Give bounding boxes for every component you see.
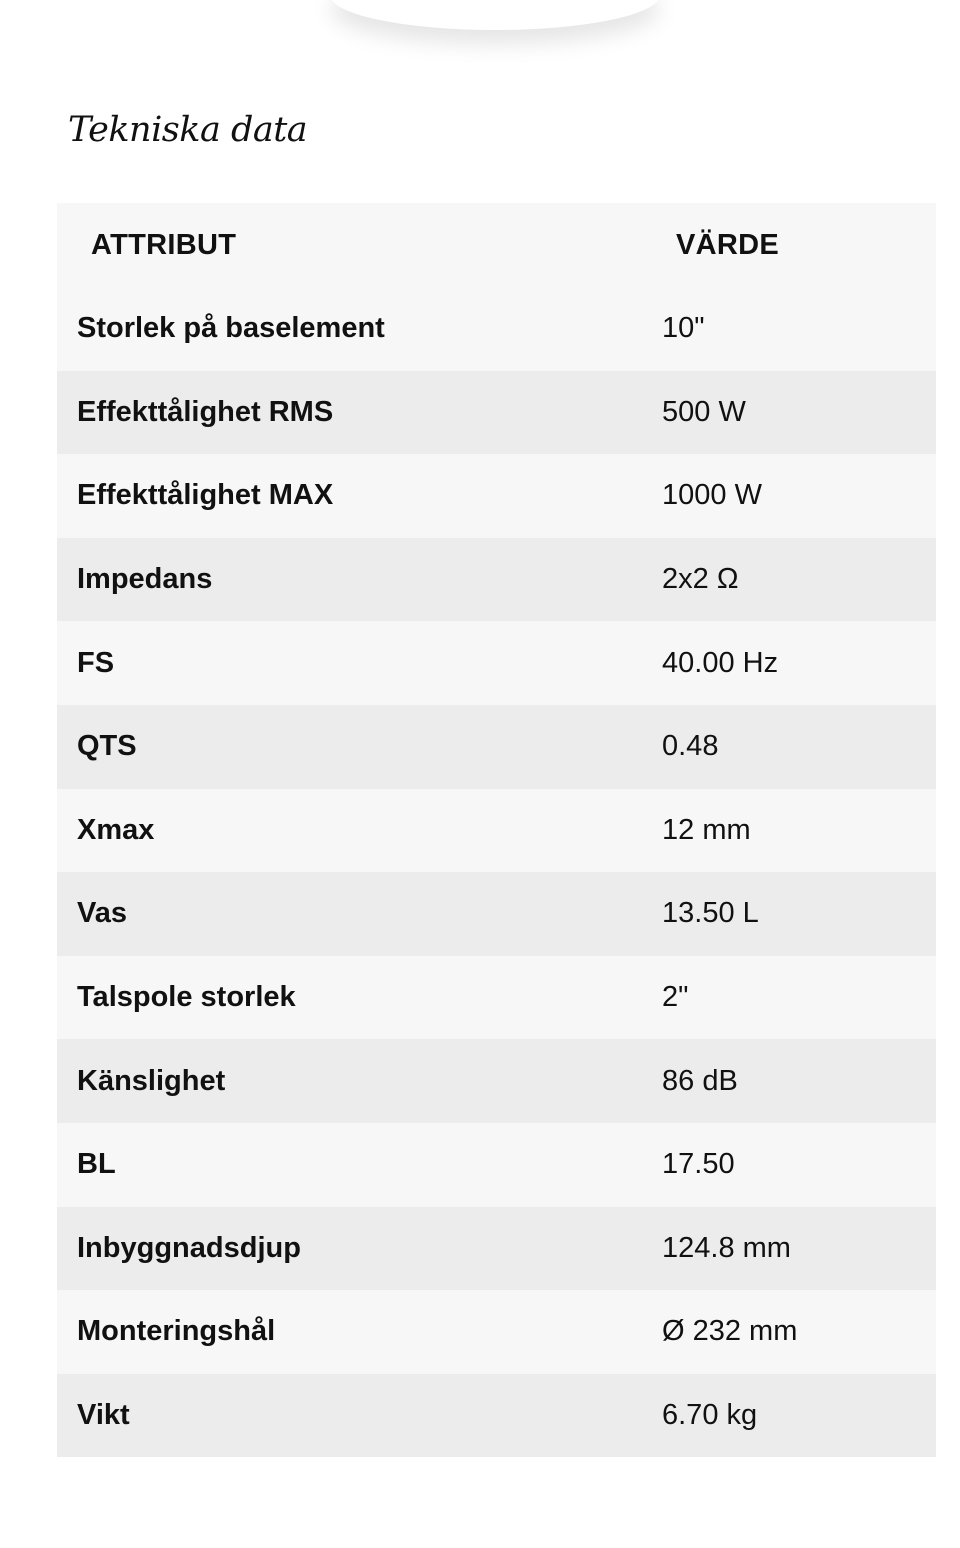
table-row <box>57 454 936 538</box>
section-title: Tekniska data <box>68 110 308 150</box>
row-attribute: FS <box>77 646 115 679</box>
row-attribute: Monteringshål <box>77 1315 276 1348</box>
row-attribute: QTS <box>77 730 137 763</box>
row-value: Ø 232 mm <box>662 1315 798 1348</box>
row-attribute: Xmax <box>77 813 155 846</box>
specs-table <box>57 203 936 1457</box>
row-attribute: Talspole storlek <box>77 981 296 1014</box>
table-row <box>57 371 936 455</box>
row-value: 0.48 <box>662 730 719 763</box>
row-value: 1000 W <box>662 479 762 512</box>
row-attribute: BL <box>77 1148 116 1181</box>
table-row <box>57 1207 936 1291</box>
row-value: 500 W <box>662 395 746 428</box>
row-attribute: Effekttålighet RMS <box>77 395 334 428</box>
row-value: 10" <box>662 312 705 345</box>
table-body <box>57 287 936 1457</box>
row-attribute: Inbyggnadsdjup <box>77 1231 301 1264</box>
row-value: 12 mm <box>662 813 751 846</box>
row-attribute: Impedans <box>77 563 213 596</box>
table-row <box>57 287 936 371</box>
row-attribute: Storlek på baselement <box>77 312 385 345</box>
row-attribute: Effekttålighet MAX <box>77 479 334 512</box>
table-row <box>57 621 936 705</box>
table-row <box>57 705 936 789</box>
table-row <box>57 538 936 622</box>
row-value: 86 dB <box>662 1064 738 1097</box>
top-card-shadow <box>330 0 660 30</box>
row-value: 40.00 Hz <box>662 646 779 679</box>
table-row <box>57 1123 936 1207</box>
row-value: 13.50 L <box>662 897 759 930</box>
table-row <box>57 1290 936 1374</box>
header-attribute: ATTRIBUT <box>91 228 237 261</box>
row-value: 124.8 mm <box>662 1231 791 1264</box>
row-attribute: Känslighet <box>77 1064 226 1097</box>
row-value: 17.50 <box>662 1148 735 1181</box>
table-row <box>57 872 936 956</box>
table-row <box>57 789 936 873</box>
row-value: 2x2 Ω <box>662 563 739 596</box>
header-value: VÄRDE <box>676 228 780 261</box>
row-value: 2" <box>662 981 689 1014</box>
row-attribute: Vikt <box>77 1399 130 1432</box>
row-value: 6.70 kg <box>662 1399 758 1432</box>
table-row <box>57 1039 936 1123</box>
row-attribute: Vas <box>77 897 127 930</box>
table-row <box>57 956 936 1040</box>
table-header-row <box>57 203 936 287</box>
table-row <box>57 1374 936 1458</box>
